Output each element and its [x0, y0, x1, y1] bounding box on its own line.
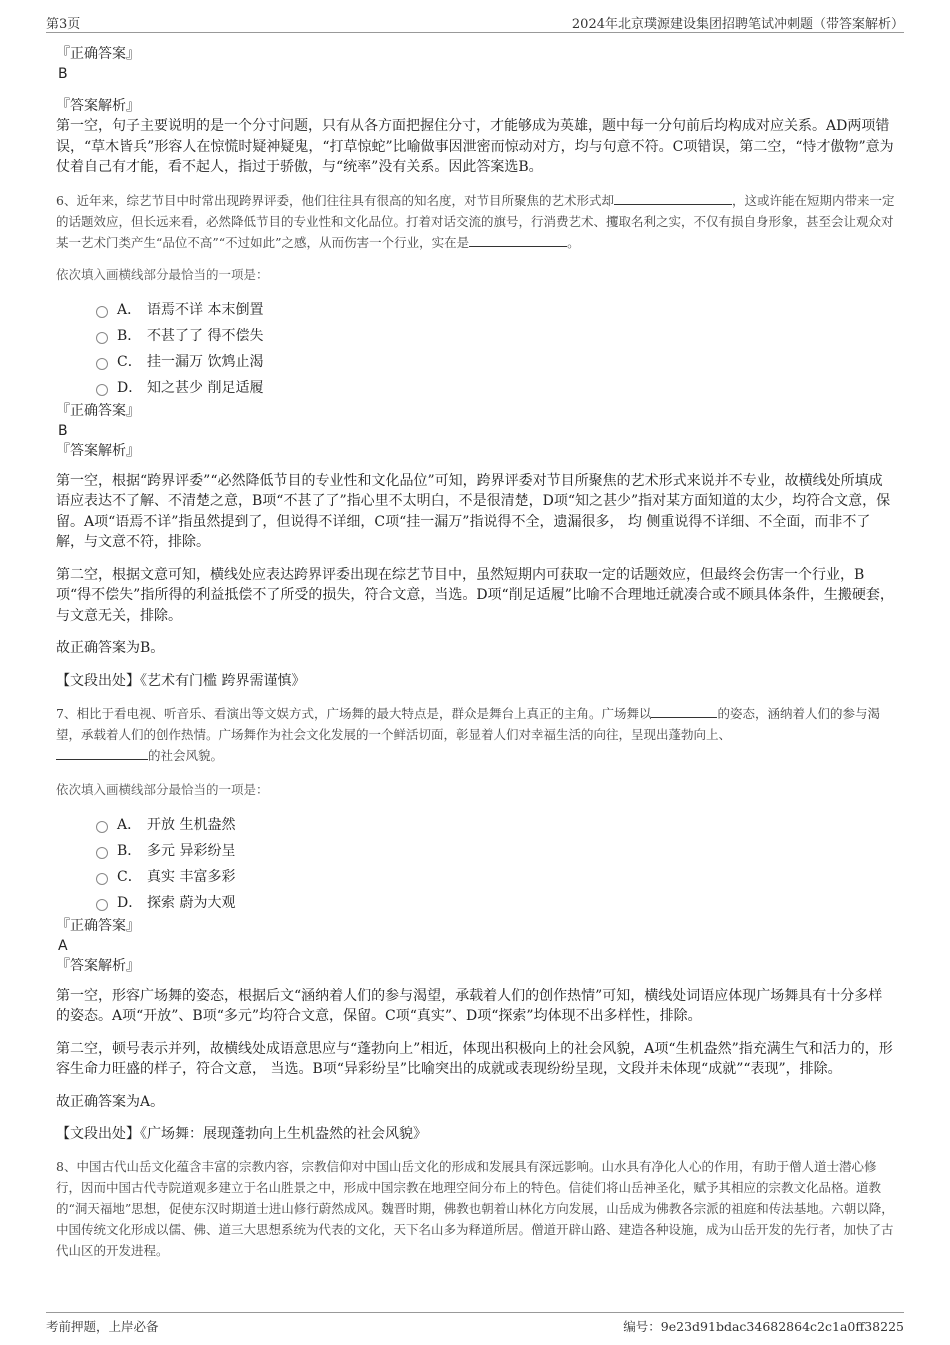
blank-line: [56, 745, 148, 760]
blank-line: [614, 190, 732, 205]
radio-button[interactable]: [96, 873, 108, 885]
page-number: 第3页: [46, 17, 81, 32]
option-d[interactable]: D． 知之甚少 削足适履: [96, 375, 896, 401]
source-citation: 【文段出处】《艺术有门槛 跨界需谨慎》: [56, 672, 306, 689]
document-id: 编号：9e23d91bdac34682864c2c1a0ff38225: [623, 1319, 904, 1334]
analysis-label: 『答案解析』: [56, 442, 140, 459]
analysis-label: 『答案解析』: [56, 957, 140, 974]
answer-value: B: [58, 422, 68, 439]
analysis-paragraph: 第一空，形容广场舞的姿态，根据后文“涵纳着人们的参与渴望，承载着人们的创作热情”可知，横线处词语应体现广场舞具有十分多样的姿态。A项“开放”、B项“多元”均符合文意，保留。C项“真实”、D项“探索”均体现不出多样性，排除。: [56, 987, 883, 1024]
option-c[interactable]: C． 真实 丰富多彩: [96, 864, 896, 890]
answer-label: 『正确答案』: [56, 917, 140, 934]
radio-button[interactable]: [96, 332, 108, 344]
analysis-label: 『答案解析』: [56, 98, 140, 114]
answer-label: 『正确答案』: [56, 402, 140, 419]
radio-button[interactable]: [96, 306, 108, 318]
option-b[interactable]: B． 多元 异彩纷呈: [96, 838, 896, 864]
option-c[interactable]: C． 挂一漏万 饮鸩止渴: [96, 349, 896, 375]
radio-button[interactable]: [96, 899, 108, 911]
option-b[interactable]: B． 不甚了了 得不偿失: [96, 323, 896, 349]
radio-button[interactable]: [96, 384, 108, 396]
options-list: [96, 812, 896, 916]
answer-value: B: [58, 66, 68, 82]
document-title: 2024年北京璞源建设集团招聘笔试冲刺题（带答案解析）: [571, 17, 904, 32]
radio-button[interactable]: [96, 358, 108, 370]
radio-button[interactable]: [96, 847, 108, 859]
answer-label: 『正确答案』: [56, 46, 140, 62]
page-content: [56, 44, 896, 1261]
option-a[interactable]: A． 开放 生机盎然: [96, 812, 896, 838]
conclusion: 故正确答案为A。: [56, 1093, 165, 1110]
question-6: 6、近年来，综艺节目中时常出现跨界评委，他们往往具有很高的知名度，对节目所聚焦的艺术形式却 ，这或许能在短期内带来一定的话题效应，但长远来看，必然降低节目的专业性和文化品位。打着对话交流的旗号，行消费艺术、攫取名利之实，不仅有损自身形象，甚至会让观众对某一艺术门类产生“品位不高”“不过如此”之感，从而伤害一个行业，实在是 。: [56, 190, 896, 253]
analysis-paragraph: 第一空，根据“跨界评委”“必然降低节目的专业性和文化品位”可知，跨界评委对节目所聚焦的艺术形式来说并不专业，故横线处所填成语应表达不了解、不清楚之意，B项“不甚了了”指心里不太明白，不是很清楚，D项“知之甚少”指对某方面知道的太少，均符合文意，保留。A项“语焉不详”指虽然提到了，但说得不详细，C项“挂一漏万”指说得不全，遗漏很多， 均 侧重说得不详细、不全面，而非不了解，与文意不符，排除。: [56, 472, 891, 550]
question-8: 8、中国古代山岳文化蕴含丰富的宗教内容，宗教信仰对中国山岳文化的形成和发展具有深远影响。山水具有净化人心的作用，有助于僧人道士潜心修行，因而中国古代寺院道观多建立于名山胜景之中，形成中国宗教在地理空间分布上的特色。信徒们将山岳神圣化，赋予其相应的宗教文化品格。道教的“洞天福地”思想，促使东汉时期道士进山修行蔚然成风。魏晋时期，佛教也朝着山林化方向发展，山岳成为佛教各宗派的祖庭和传法基地。六朝以降，中国传统文化形成以儒、佛、道三大思想系统为代表的文化，天下名山多为释道所居。僧道开辟山路、建造各种设施，成为山岳开发的先行者，加快了古代山区的开发进程。: [56, 1159, 894, 1258]
options-list: [96, 297, 896, 401]
question-prompt: 依次填入画横线部分最恰当的一项是：: [56, 266, 269, 282]
page-footer: [46, 1312, 904, 1335]
conclusion: 故正确答案为B。: [56, 640, 165, 656]
source-citation: 【文段出处】《广场舞：展现蓬勃向上生机盎然的社会风貌》: [56, 1126, 427, 1142]
analysis-paragraph: 第二空，顿号表示并列，故横线处成语意思应与“蓬勃向上”相近，体现出积极向上的社会风貌，A项“生机盎然”指充满生气和活力的，形容生命力旺盛的样子，符合文意， 当选。B项“异彩纷呈”比喻突出的成就或表现纷纷呈现，文段并未体现“成就”“表现”，排除。: [56, 1040, 893, 1077]
answer-value: A: [58, 937, 68, 954]
radio-button[interactable]: [96, 821, 108, 833]
analysis-text: 第一空，句子主要说明的是一个分寸问题，只有从各方面把握住分寸，才能够成为英雄，题中每一分句前后均构成对应关系。AD两项错误，“草木皆兵”形容人在惊慌时疑神疑鬼，“打草惊蛇”比喻做事因泄密而惊动对方，均与句意不符。C项错误，第二空，“恃才傲物”意为仗着自己有才能，看不起人，指过于骄傲，与“统率”没有关系。因此答案选B。: [56, 118, 894, 175]
question-7: 7、相比于看电视、听音乐、看演出等文娱方式，广场舞的最大特点是，群众是舞台上真正的主角。广场舞以 的姿态，涵纳着人们的参与渴望，承载着人们的创作热情。广场舞作为社会文化发展的一个鲜活切面，彰显着人们对幸福生活的向往，呈现出蓬勃向上、 的社会风貌。: [56, 703, 896, 766]
question-prompt: 依次填入画横线部分最恰当的一项是：: [56, 781, 269, 797]
analysis-paragraph: 第二空，根据文意可知，横线处应表达跨界评委出现在综艺节目中，虽然短期内可获取一定的话题效应，但最终会伤害一个行业，B项“得不偿失”指所得的利益抵偿不了所受的损失，符合文意，当选。D项“削足适履”比喻不合理地迁就凑合或不顾具体条件，生搬硬套，与文意无关，排除。: [56, 566, 894, 624]
page-header: [46, 10, 904, 33]
option-d[interactable]: D． 探索 蔚为大观: [96, 890, 896, 916]
footer-slogan: 考前押题，上岸必备: [46, 1319, 159, 1334]
option-a[interactable]: A． 语焉不详 本末倒置: [96, 297, 896, 323]
blank-line: [469, 232, 567, 247]
blank-line: [651, 703, 717, 718]
